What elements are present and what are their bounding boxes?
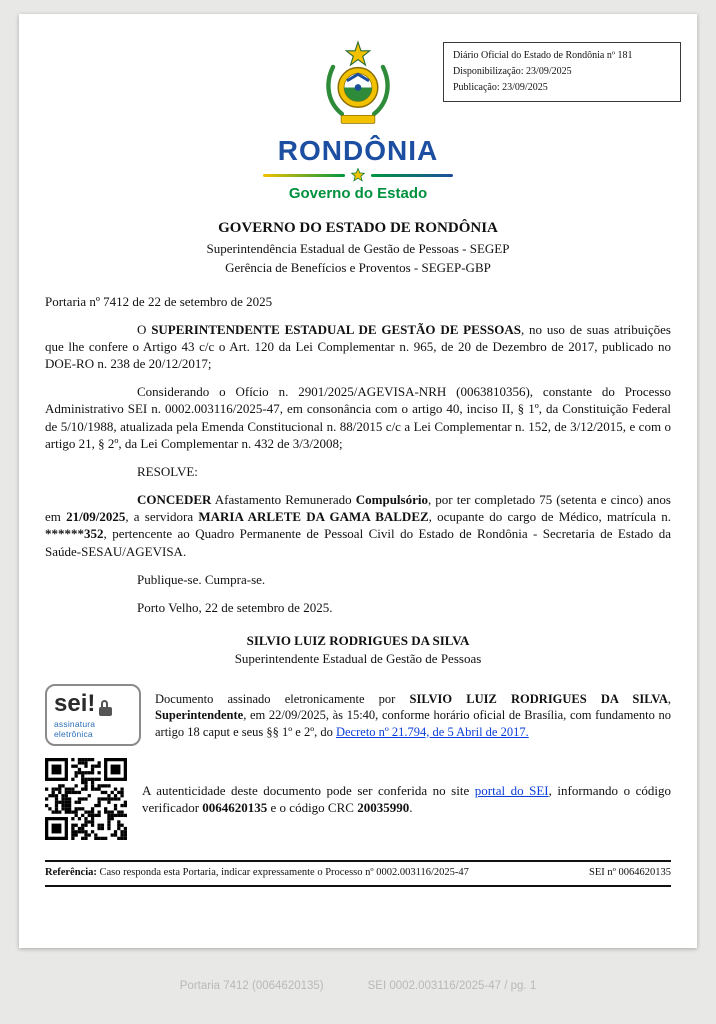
padlock-icon	[99, 700, 112, 716]
sei-logo-caption: assinatura eletrônica	[54, 719, 96, 740]
authenticity-block	[45, 758, 671, 840]
ordinance-resolve: RESOLVE:	[137, 463, 198, 479]
ordinance-place-date: Porto Velho, 22 de setembro de 2025.	[137, 599, 333, 615]
ordinance-paragraph-2: Considerando o Ofício n. 2901/2025/AGEVISA-NRH (0063810356), constante do Processo Administrativo SEI n. 0002.003116/2025-47, em consonância com o artigo 40, inciso II, § 1º, da Constituição Federal de 5/10/1988, atualizada pela Emenda Constitucional n. 88/2015 c/c a Lei Complementar n. 152, de 3/12/2015, e com o artigo 21, § 2º, da Lei Complementar n. 432 de 3/3/2008;	[45, 384, 671, 451]
gazette-publication-date: Publicação: 23/09/2025	[453, 82, 548, 93]
reference-bar	[45, 860, 671, 887]
p1-text: O	[137, 321, 152, 337]
electronic-signature-stamp	[45, 684, 671, 746]
coat-of-arms-icon	[314, 38, 402, 134]
divider-line-left	[263, 174, 345, 177]
p1-text-cont: , no uso de suas atribuições que lhe confere o Artigo 43 c/c o Art. 120 da Lei Complementar n. 965, de 20 de Dezembro de 2017, publicado no DOE-RO n. 238 de 20/12/2017;	[45, 321, 671, 372]
sei-logo-text: sei!	[54, 690, 96, 718]
p3-text: Afastamento Remunerado	[211, 492, 356, 508]
letterhead-unit: Gerência de Benefícios e Proventos - SEGEP-GBP	[225, 259, 491, 275]
crc-code: 20035990	[357, 800, 410, 816]
letterhead	[45, 218, 671, 277]
sig-statement-role: Superintendente	[155, 708, 244, 723]
authenticity-statement	[142, 782, 671, 816]
qr-code	[45, 758, 127, 840]
pdf-footer-process-page: SEI 0002.003116/2025-47 / pg. 1	[367, 980, 537, 992]
reference-sei-number: SEI nº 0064620135	[588, 867, 671, 879]
sig-statement-signer: SILVIO LUIZ RODRIGUES DA SILVA	[409, 691, 668, 706]
ordinance-caption: Portaria nº 7412 de 22 de setembro de 2025	[45, 293, 273, 309]
sei-portal-link[interactable]: portal do SEI	[474, 783, 549, 799]
divider-line-right	[371, 174, 453, 177]
logo-tagline: Governo do Estado	[288, 185, 428, 203]
p3-registration: ******352	[45, 526, 104, 542]
sig-statement-comma: ,	[667, 691, 671, 706]
gazette-title: Diário Oficial do Estado de Rondônia nº 181	[453, 50, 633, 61]
sei-logo-badge	[45, 684, 141, 746]
p3-text-3: , a servidora	[125, 509, 199, 525]
reference-line	[45, 866, 469, 880]
star-icon	[351, 168, 365, 182]
gazette-info-box	[443, 42, 681, 102]
pdf-footer-document: Portaria 7412 (0064620135)	[179, 980, 324, 992]
sig-statement-text: Documento assinado eletronicamente por	[155, 691, 410, 706]
logo-state-name: RONDÔNIA	[277, 135, 439, 166]
reference-label: Referência:	[45, 867, 97, 879]
signature-block	[45, 632, 671, 668]
p3-text-4: , ocupante do cargo de Médico, matrícula n.	[428, 509, 671, 525]
p3-text-5: , pertencente ao Quadro Permanente de Pessoal Civil do Estado de Rondônia - Secretaria de Estado da Saúde-SESAU/AGEVISA.	[45, 526, 671, 559]
p3-servant-name: MARIA ARLETE DA GAMA BALDEZ	[198, 509, 429, 525]
auth-text: A autenticidade deste documento pode ser conferida no site	[142, 783, 475, 799]
sig-statement-text-2: , em 22/09/2025, às 15:40, conforme horário oficial de Brasília, com fundamento no artigo 18 caput e seus §§ 1º e 2º, do	[155, 708, 671, 739]
reference-text: Caso responda esta Portaria, indicar expressamente o Processo nº 0002.003116/2025-47	[96, 867, 469, 879]
decree-link[interactable]: Decreto nº 21.794, de 5 Abril de 2017.	[335, 724, 529, 739]
auth-text-3: e o código CRC	[267, 800, 358, 816]
p1-authority: SUPERINTENDENTE ESTADUAL DE GESTÃO DE PESSOAS	[151, 321, 521, 337]
signer-name: SILVIO LUIZ RODRIGUES DA SILVA	[246, 633, 470, 649]
p3-conceder: CONCEDER	[137, 492, 212, 508]
letterhead-org: Superintendência Estadual de Gestão de Pessoas - SEGEP	[206, 241, 510, 257]
verifier-code: 0064620135	[202, 800, 268, 816]
letterhead-title: GOVERNO DO ESTADO DE RONDÔNIA	[218, 220, 498, 237]
pdf-footer	[0, 980, 716, 992]
ordinance-publish-line: Publique-se. Cumpra-se.	[137, 571, 266, 587]
ordinance-paragraph-3	[45, 491, 671, 560]
star-divider	[263, 168, 453, 182]
p3-date: 21/09/2025	[66, 509, 126, 525]
gazette-availability-date: Disponibilização: 23/09/2025	[453, 66, 572, 77]
auth-text-2: , informando o código verificador	[142, 783, 671, 816]
auth-text-4: .	[409, 800, 413, 816]
signer-role: Superintendente Estadual de Gestão de Pessoas	[234, 651, 482, 667]
p3-compulsorio: Compulsório	[355, 492, 428, 508]
sei-logo	[54, 692, 132, 716]
document-page	[19, 14, 697, 948]
p3-text-2: , por ter completado 75 (setenta e cinco) anos em	[45, 492, 671, 525]
signature-statement	[155, 691, 671, 741]
ordinance-paragraph-1	[45, 321, 671, 372]
